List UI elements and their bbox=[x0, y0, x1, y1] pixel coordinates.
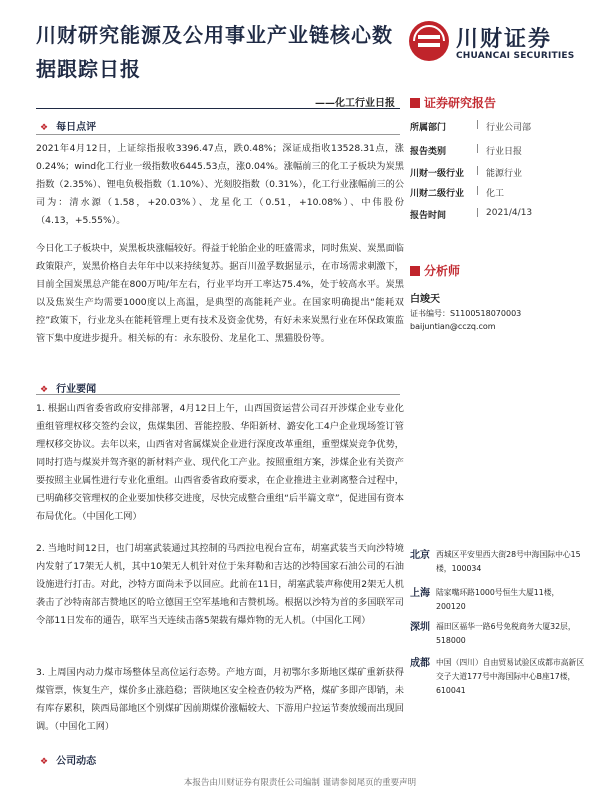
office-city-beijing: 北京 bbox=[410, 550, 430, 561]
diamond-icon: ❖ bbox=[40, 123, 49, 133]
news-item-1: 1. 根据山西省委省政府安排部署，4月12日上午，山西国资运营公司召开涉煤企业专业化重组管理权移交签约会议，焦煤集团、晋能控股、华阳新材、潞安化工4户企业现场签订管理权移交协议。去年以来，山西省对省属煤炭企业进行深度改革重组，重塑煤炭竞争优势，同时打造与煤炭并驾齐驱的新材料产业、现代化工产业。按照重组方案，涉煤企业有关资产要按照主业属性进行专业化重组。山西省委省政府要求，在企业推进主业剥离整合过程中，已明确移交管理权的企业要加快移交进度，尽快完成整合重组“后半篇文章”，促进国有资本布局优化。（中国化工网） bbox=[36, 403, 404, 522]
square-icon bbox=[410, 98, 420, 108]
section-divider bbox=[36, 394, 400, 395]
office-address-shanghai: 陆家嘴环路1000号恒生大厦11楼，200120 bbox=[436, 588, 560, 611]
diamond-icon: ❖ bbox=[40, 757, 49, 767]
office-city-chengdu: 成都 bbox=[410, 658, 430, 669]
company-logo bbox=[408, 18, 578, 66]
office-city-shenzhen: 深圳 bbox=[410, 622, 430, 633]
page-footer: 本报告由川财证券有限责任公司编制 谨请参阅尾页的重要声明 bbox=[183, 778, 417, 788]
section-title: 行业要闻 bbox=[56, 384, 97, 395]
report-title: 川财研究能源及公用事业产业链核心数据跟踪日报 bbox=[36, 23, 393, 81]
chuancai-logo-icon bbox=[408, 20, 450, 62]
section-daily-comment bbox=[40, 118, 96, 133]
office-city-shanghai: 上海 bbox=[410, 588, 430, 599]
header-divider bbox=[36, 108, 400, 109]
analyst-email[interactable]: baijuntian@cczq.com bbox=[410, 322, 496, 331]
section-title: 每日点评 bbox=[56, 122, 97, 133]
section-title: 公司动态 bbox=[56, 756, 97, 767]
paragraph-carbon-black: 今日化工子板块中，炭黑板块涨幅较好。得益于轮胎企业的旺盛需求，同时焦炭、炭黑面临政策限产，炭黑价格自去年年中以来持续复苏。据百川盈孚数据显示，在市场需求刺激下，目前全国炭黑总产能在800万吨/年左右，行业平均开工率达75.4%，处于较高水平。炭黑以及焦炭生产均需要1000度以上高温，是典型的高能耗产业。在国家明确提出“能耗双控”政策下，行业龙头在能耗管理上更有技术及资金优势，有好未来炭黑行业在环保政策监管下集中度进步提升。相关标的有：永东股份、龙星化工、黑猫股份等。 bbox=[36, 243, 404, 344]
sidebar-report-title: 证券研究报告 bbox=[410, 94, 496, 111]
news-item-3: 3. 上周国内动力煤市场整体呈高位运行态势。产地方面，月初鄂尔多斯地区煤矿重新获得煤管票，恢复生产，煤价多止涨趋稳；晋陕地区安全检查仍较为严格，煤矿多即产即销，未有库存累积，陕西局部地区个别煤矿因前期煤价涨幅较大、下游用户拉运节奏放缓而出现回调。（中国化工网） bbox=[36, 667, 404, 732]
diamond-icon: ❖ bbox=[40, 385, 49, 395]
analyst-name: 白竣天 bbox=[410, 294, 440, 305]
news-item-2: 2. 当地时间12日，也门胡塞武装通过其控制的马西拉电视台宣布，胡塞武装当天向沙特境内发射了17架无人机，其中10架无人机针对位于朱拜勒和吉达的沙特国家石油公司的石油设施进行打击。对此，沙特方面尚未予以回应。此前在11日，胡塞武装声称使用2架无人机袭击了沙特南部吉赞地区的哈立德国王空军基地和吉赞机场。根据以沙特为首的多国联军司令部11日发布的通告，联军当天连续击落5架载有爆炸物的无人机。（中国化工网） bbox=[36, 543, 404, 626]
analyst-certificate: 证书编号：S1100518070003 bbox=[410, 309, 522, 318]
section-divider bbox=[36, 134, 400, 135]
office-address-chengdu: 中国（四川）自由贸易试验区成都市高新区交子大道177号中海国际中心B座17楼，610041 bbox=[436, 658, 585, 695]
office-address-beijing: 西城区平安里西大街28号中海国际中心15楼，100034 bbox=[436, 550, 581, 573]
sidebar-analyst-title: 分析师 bbox=[410, 262, 460, 279]
section-industry-news bbox=[40, 380, 96, 395]
logo-english-name: CHUANCAI SECURITIES bbox=[456, 51, 575, 61]
square-icon bbox=[410, 266, 420, 276]
paragraph-market-summary: 2021年4月12日，上证综指报收3396.47点，跌0.48%；深证成指收13528.31点，涨0.24%；wind化工行业一级指数收6445.53点，涨0.04%。涨幅前三的化工子板块为炭黑指数（2.35%）、锂电负极指数（1.10%）、光刻胶指数（0.31%），化工行业涨幅前三的公司为：清水源（1.58，+20.03%）、龙星化工（0.51，+10.08%）、中伟股份（4.13，+5.55%）。 bbox=[36, 143, 404, 226]
office-address-shenzhen: 福田区福华一路6号免税商务大厦32层，518000 bbox=[436, 622, 576, 645]
logo-chinese-name: 川财证券 bbox=[456, 27, 553, 52]
report-type: ——化工行业日报 bbox=[315, 98, 395, 109]
section-company-news bbox=[40, 752, 96, 767]
